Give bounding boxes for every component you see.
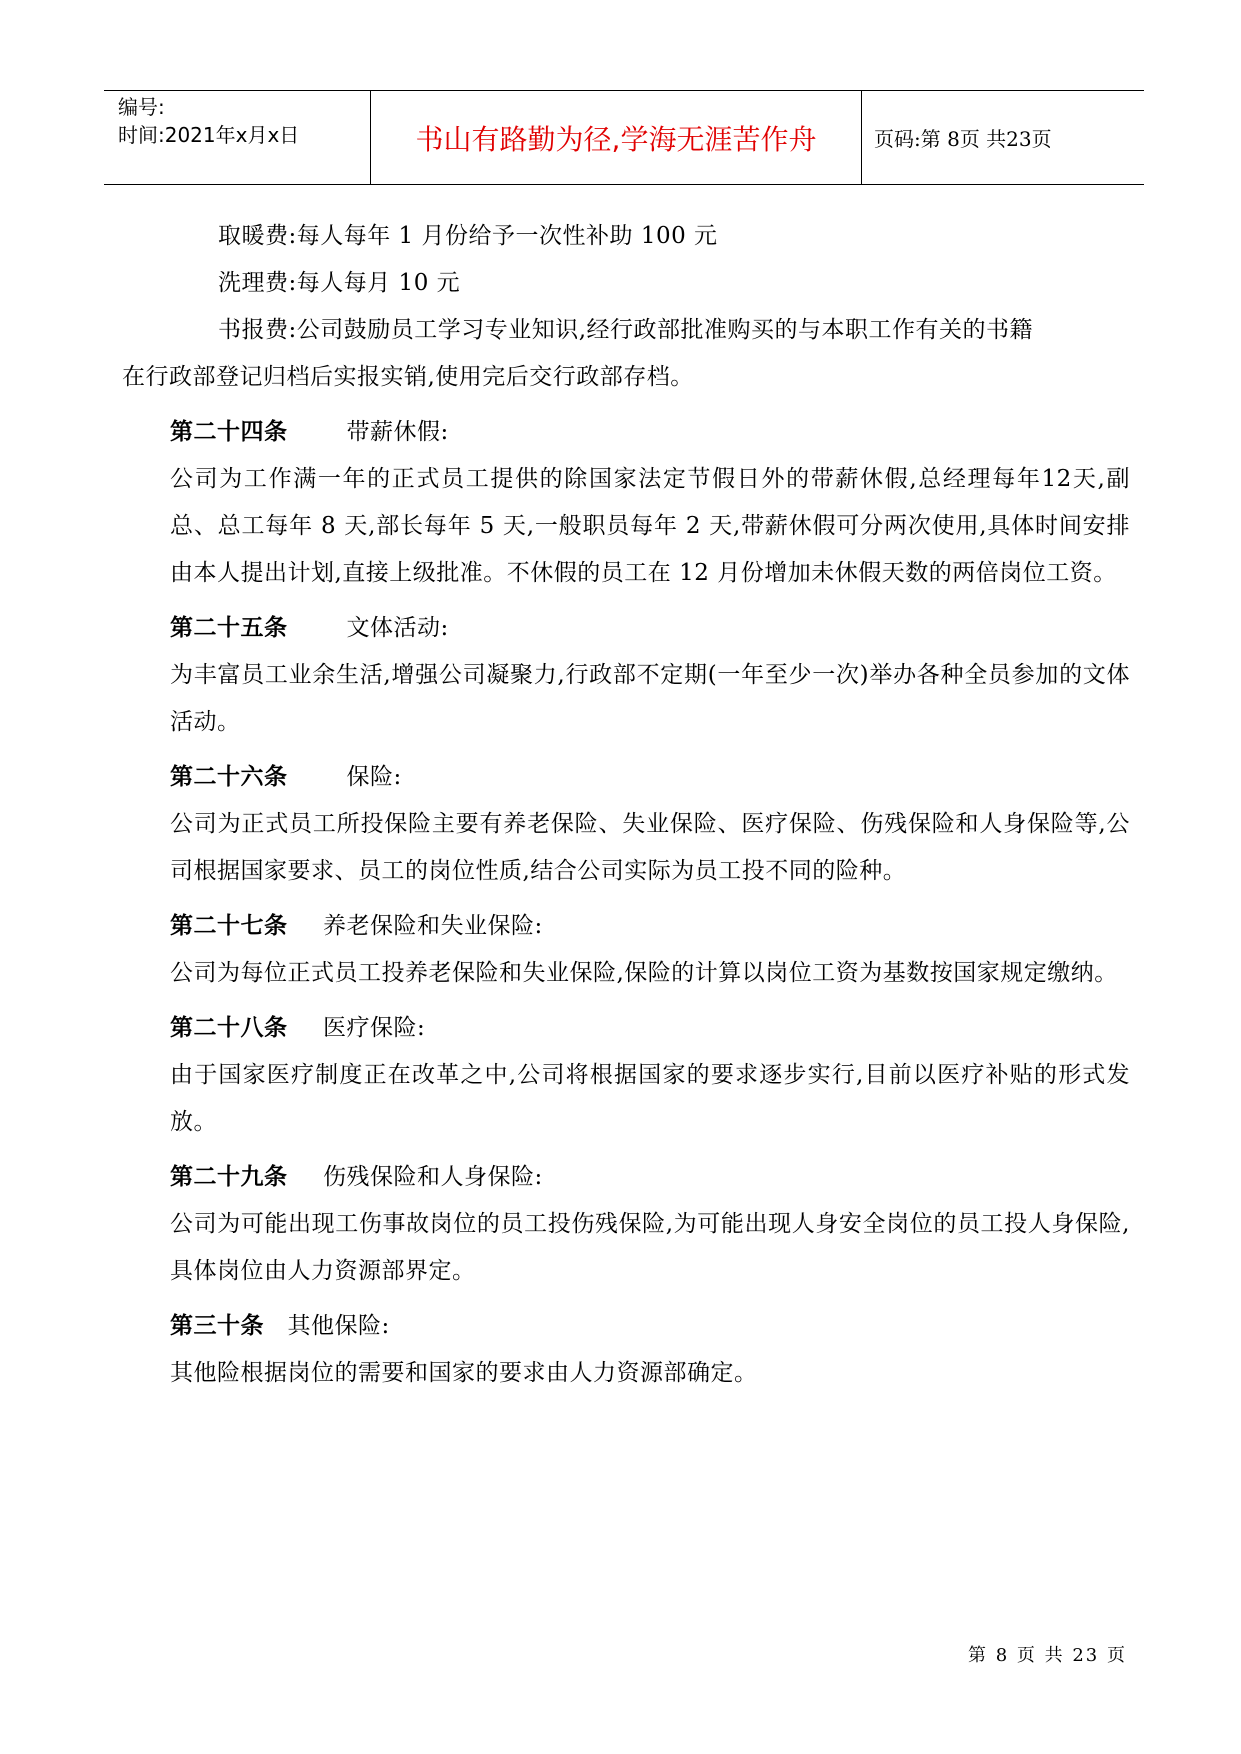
clause-title: 其他保险: — [287, 1313, 390, 1339]
clause-title: 医疗保险: — [323, 1015, 426, 1041]
clause-title: 保险: — [346, 764, 402, 790]
clause-28-heading — [122, 1005, 1130, 1052]
clause-26-text: 公司为正式员工所投保险主要有养老保险、失业保险、医疗保险、伤残保险和人身保险等,公司根据国家要求、员工的岗位性质,结合公司实际为员工投不同的险种。 — [170, 811, 1130, 884]
clause-number: 第二十四条 — [170, 419, 288, 445]
clause-27-heading — [122, 903, 1130, 950]
clause-26-heading — [122, 754, 1130, 801]
header-meta — [118, 93, 358, 149]
document-number-label: 编号: — [118, 95, 165, 119]
header-divider — [861, 91, 862, 184]
clause-29-heading — [122, 1154, 1130, 1201]
clause-number: 第二十八条 — [170, 1015, 288, 1041]
document-body — [122, 213, 1130, 1397]
clause-27-text: 公司为每位正式员工投养老保险和失业保险,保险的计算以岗位工资为基数按国家规定缴纳。 — [170, 960, 1118, 986]
clause-number: 第二十五条 — [170, 615, 288, 641]
header-motto: 书山有路勤为径,学海无涯苦作舟 — [415, 122, 817, 156]
clause-24-text: 公司为工作满一年的正式员工提供的除国家法定节假日外的带薪休假,总经理每年12天,副总、总工每年 8 天,部长每年 5 天,一般职员每年 2 天,带薪休假可分两次使用,具体时间安排由本人提出计划,直接上级批准。不休假的员工在 12 月份增加未休假天数的两倍岗位工资。 — [170, 466, 1130, 586]
clause-30-text: 其他险根据岗位的需要和国家的要求由人力资源部确定。 — [170, 1360, 758, 1386]
grooming-allowance: 洗理费:每人每月 10 元 — [218, 270, 461, 296]
clause-number: 第二十六条 — [170, 764, 288, 790]
clause-number: 第三十条 — [170, 1313, 264, 1339]
clause-24-heading — [122, 409, 1130, 456]
header-page-code: 页码:第 8页 共23页 — [874, 127, 1052, 151]
heating-allowance: 取暖费:每人每年 1 月份给予一次性补助 100 元 — [218, 223, 718, 249]
clause-title: 文体活动: — [346, 615, 449, 641]
clause-title: 带薪休假: — [346, 419, 449, 445]
clause-30-heading — [122, 1303, 1130, 1350]
clause-29-text: 公司为可能出现工伤事故岗位的员工投伤残保险,为可能出现人身安全岗位的员工投人身保险,具体岗位由人力资源部界定。 — [170, 1211, 1130, 1284]
document-header — [104, 90, 1144, 185]
book-allowance-line1: 书报费:公司鼓励员工学习专业知识,经行政部批准购买的与本职工作有关的书籍 — [218, 317, 1034, 343]
clause-28-text: 由于国家医疗制度正在改革之中,公司将根据国家的要求逐步实行,目前以医疗补贴的形式发放。 — [170, 1062, 1130, 1135]
clause-number: 第二十九条 — [170, 1164, 288, 1190]
clause-title: 伤残保险和人身保险: — [323, 1164, 543, 1190]
book-allowance-line2: 在行政部登记归档后实报实销,使用完后交行政部存档。 — [122, 364, 694, 390]
clause-title: 养老保险和失业保险: — [323, 913, 543, 939]
document-time-label: 时间:2021年x月x日 — [118, 123, 300, 147]
clause-number: 第二十七条 — [170, 913, 288, 939]
clause-25-text: 为丰富员工业余生活,增强公司凝聚力,行政部不定期(一年至少一次)举办各种全员参加的文体活动。 — [170, 662, 1130, 735]
page-footer: 第 8 页 共 23 页 — [968, 1645, 1127, 1666]
clause-25-heading — [122, 605, 1130, 652]
